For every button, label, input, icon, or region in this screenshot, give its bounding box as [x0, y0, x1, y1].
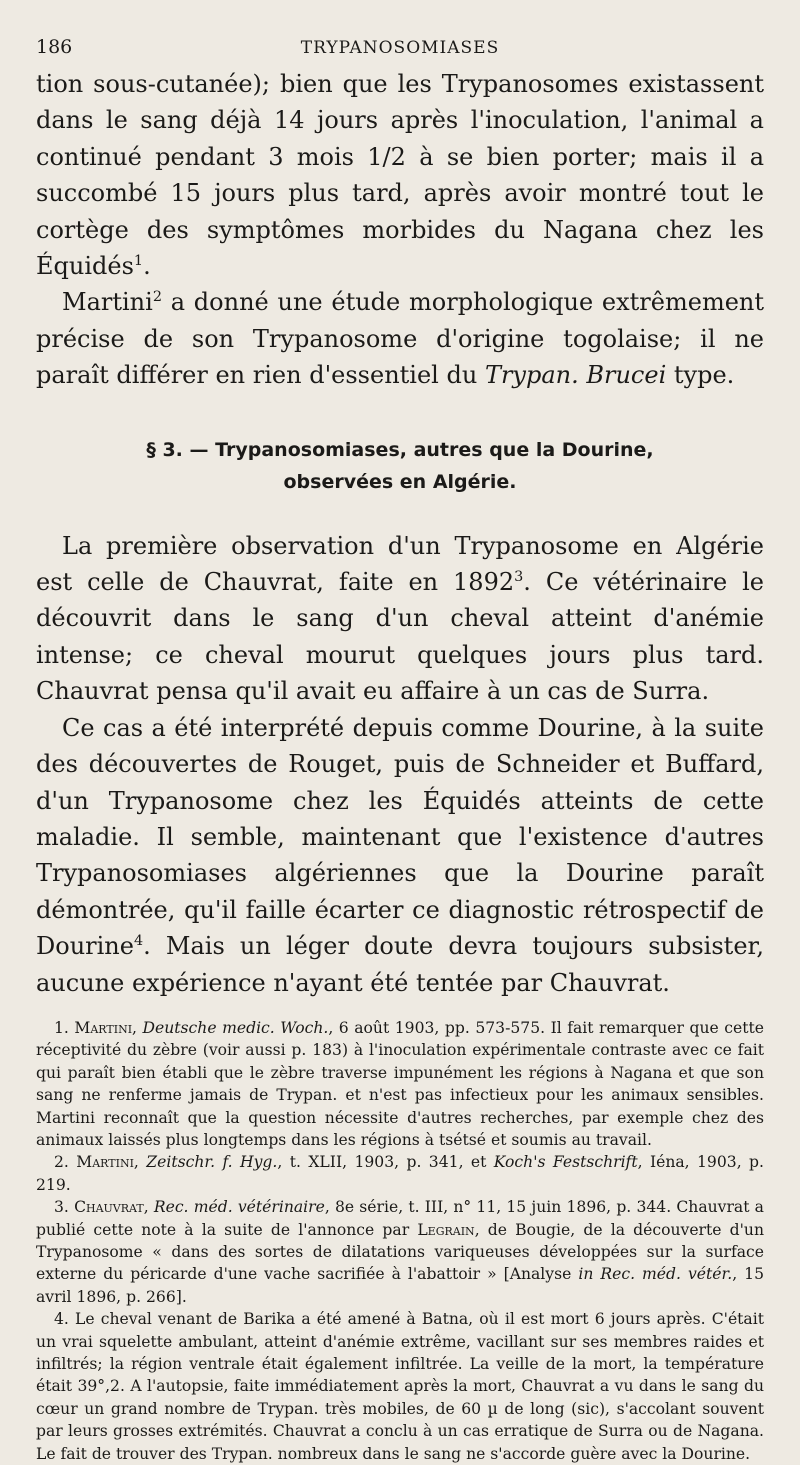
footnote-2: [36, 1151, 764, 1196]
paragraph-4-text: Ce cas a été interprété depuis comme Dourine, à la suite des découvertes de Rouget, puis de Schneider et Buffard, d'un Trypanosome chez les Équidés atteints de cette maladie. Il semble, maintenant que l'existence d'autres Trypanosomiases algériennes que la Dourine paraît démontrée, qu'il faille écarter ce diagnostic rétrospectif de Dourine: [36, 713, 764, 961]
footnote-text: Le cheval venant de Barika a été amené à Batna, où il est mort 6 jours après. C'était un vrai squelette ambulant, atteint d'anémie extrême, vacillant sur ses membres raides et infiltrés; la région ventrale était également infiltrée. La veille de la mort, la température était 39°,2. A l'autopsie, faite immédiatement après la mort, Chauvrat a vu dans le sang du cœur un grand nombre de Trypan. très mobiles, de 60 µ de long (sic), s'accolant souvent par leurs grosses extrémités. Chauvrat a conclu à un cas erratique de Surra ou de Nagana. Le fait de trouver des Trypan. nombreux dans le sang ne s'accorde guère avec la Dourine.: [36, 1310, 764, 1463]
footnote-text: , 6 août 1903, pp. 573-575. Il fait remarquer que cette réceptivité du zèbre (voir aussi p. 183) à l'inoculation expérimentale contraste avec ce fait qui paraît bien établi que le zèbre traverse impunément les régions à Nagana et que son sang ne renferme jamais de Trypan. et n'est pas infectieux pour les animaux sensibles. Martini reconnaît que la question nécessite d'autres recherches, par exemple chez des animaux laissés plus longtemps dans les régions à tsétsé et soumis au travail.: [36, 1018, 764, 1149]
footnote-number: 3.: [54, 1198, 75, 1217]
footnote-source: Koch's Festschrift: [493, 1153, 638, 1172]
paragraph-2-author: Martini: [62, 288, 153, 317]
running-title: TRYPANOSOMIASES: [300, 38, 500, 58]
footnote-text: , 15 avril 1896, p. 266].: [36, 1265, 764, 1306]
paragraph-2-text: a donné une étude morphologique extrêmement précise de son Trypanosome d'origine togolaise; il ne paraît différer en rien d'essentiel du: [36, 288, 764, 390]
page-header: [36, 36, 764, 66]
footnote-text: , Iéna, 1903, p. 219.: [36, 1153, 764, 1194]
footnote-separator: ,: [133, 1153, 147, 1172]
section-heading-line-1: § 3. — Trypanosomiases, autres que la Dourine,: [146, 438, 654, 461]
footnote-source: Deutsche medic. Woch.: [142, 1018, 329, 1037]
footnote-source: Rec. méd. vétérinaire: [153, 1198, 325, 1217]
footnote-ref-4: 4: [133, 933, 144, 950]
paragraph-3: [36, 528, 764, 710]
footnote-source: Zeitschr. f. Hyg.: [146, 1153, 278, 1172]
footnotes: [36, 1017, 764, 1465]
footnote-separator: ,: [132, 1018, 143, 1037]
footnote-author: Chauvrat: [74, 1198, 144, 1217]
species-name: Trypan. Brucei: [484, 361, 667, 390]
footnote-number: 4.: [54, 1310, 76, 1329]
footnote-author: Legrain: [417, 1220, 475, 1239]
footnote-separator: ,: [143, 1198, 154, 1217]
footnote-text: , de Bougie, de la découverte d'un Trypanosome « dans des sortes de dilatations variqueuses développées sur la surface externe du péricarde d'une vache sacrifiée à l'abattoir » [Analyse: [36, 1220, 765, 1284]
paragraph-2-end: type.: [666, 361, 735, 390]
footnote-ref-1: 1: [133, 253, 144, 270]
paragraph-4: [36, 710, 764, 1001]
footnote-author: Martini: [74, 1018, 133, 1037]
page-number: 186: [36, 36, 73, 58]
footnote-ref-2: 2: [152, 289, 162, 306]
paragraph-1-end: .: [143, 252, 151, 281]
footnote-source: in Rec. méd. vétér.: [578, 1265, 733, 1284]
footnote-number: 2.: [54, 1153, 77, 1172]
paragraph-1: [36, 66, 764, 284]
footnote-text: , 8e série, t. III, n° 11, 15 juin 1896, p. 344. Chauvrat a publié cette note à la suite de l'annonce par: [36, 1198, 764, 1239]
footnote-text: , t. XLII, 1903, p. 341, et: [277, 1153, 494, 1172]
footnote-ref-3: 3: [514, 569, 524, 586]
section-heading: [36, 434, 764, 498]
paragraph-1-text: tion sous-cutanée); bien que les Trypanosomes existassent dans le sang déjà 14 jours après l'inoculation, l'animal a continué pendant 3 mois 1/2 à se bien porter; mais il a succombé 15 jours plus tard, après avoir montré tout le cortège des symptômes morbides du Nagana chez les Équidés: [36, 70, 764, 281]
paragraph-2: [36, 284, 764, 393]
footnote-3: [36, 1196, 764, 1308]
paragraph-3-end: . Ce vétérinaire le découvrit dans le sang d'un cheval atteint d'anémie intense; ce cheval mourut quelques jours plus tard. Chauvrat pensa qu'il avait eu affaire à un cas de Surra.: [36, 568, 764, 706]
footnote-number: 1.: [54, 1018, 75, 1037]
paragraph-3-text: La première observation d'un Trypanosome en Algérie est celle de Chauvrat, faite en 1892: [36, 531, 764, 597]
footnote-4: [36, 1308, 764, 1465]
paragraph-4-end: . Mais un léger doute devra toujours subsister, aucune expérience n'ayant été tentée par Chauvrat.: [36, 932, 764, 997]
footnote-author: Martini: [76, 1153, 134, 1172]
book-page: [36, 36, 764, 1465]
footnote-1: [36, 1017, 764, 1151]
section-heading-line-2: observées en Algérie.: [283, 470, 517, 493]
body-text: [36, 66, 764, 1001]
